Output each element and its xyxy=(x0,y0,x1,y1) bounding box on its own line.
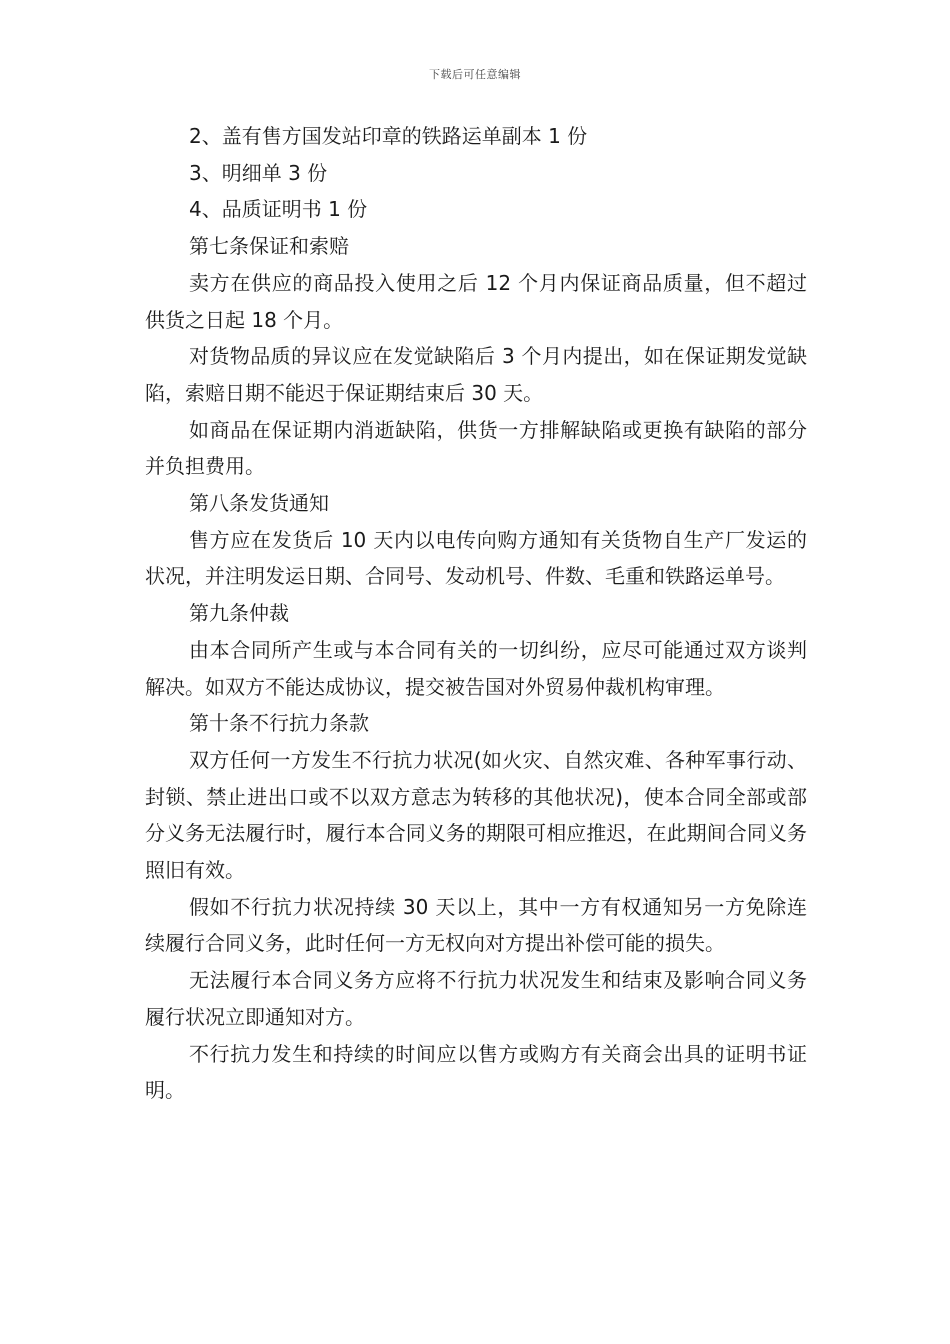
paragraph-defect-remedy: 如商品在保证期内消逝缺陷，供货一方排解缺陷或更换有缺陷的部分并负担费用。 xyxy=(145,417,807,479)
paragraph-warranty-period: 卖方在供应的商品投入使用之后 12 个月内保证商品质量，但不超过供货之日起 18 个月。 xyxy=(145,270,807,332)
document-body xyxy=(145,118,807,1109)
list-item-detail-sheet: 3、明细单 3 份 xyxy=(189,160,328,185)
paragraph-force-majeure-duration: 假如不行抗力状况持续 30 天以上，其中一方有权通知另一方免除连续履行合同义务，此时任何一方无权向对方提出补偿可能的损失。 xyxy=(145,894,807,956)
list-item-quality-certificate: 4、品质证明书 1 份 xyxy=(189,197,368,222)
paragraph-quality-objection: 对货物品质的异议应在发觉缺陷后 3 个月内提出，如在保证期发觉缺陷，索赔日期不能迟于保证期结束后 30 天。 xyxy=(145,344,807,405)
section-heading-article-9: 第九条仲裁 xyxy=(189,601,289,626)
section-heading-article-10: 第十条不行抗力条款 xyxy=(189,711,369,736)
paragraph-force-majeure: 双方任何一方发生不行抗力状况(如火灾、自然灾难、各种军事行动、封锁、禁止进出口或不以双方意志为转移的其他状况)，使本合同全部或部分义务无法履行时，履行本合同义务的期限可相应推迟，在此期间合同义务照旧有效。 xyxy=(145,747,807,883)
paragraph-force-majeure-proof: 不行抗力发生和持续的时间应以售方或购方有关商会出具的证明书证明。 xyxy=(145,1041,807,1103)
section-heading-article-7: 第七条保证和索赔 xyxy=(189,234,349,259)
section-heading-article-8: 第八条发货通知 xyxy=(189,491,329,516)
list-item-waybill-copy: 2、盖有售方国发站印章的铁路运单副本 1 份 xyxy=(189,124,588,148)
paragraph-arbitration: 由本合同所产生或与本合同有关的一切纠纷，应尽可能通过双方谈判解决。如双方不能达成协议，提交被告国对外贸易仲裁机构审理。 xyxy=(145,637,807,699)
page-header-note: 下载后可任意编辑 xyxy=(429,68,521,81)
paragraph-shipment-notice: 售方应在发货后 10 天内以电传向购方通知有关货物自生产厂发运的状况，并注明发运日期、合同号、发动机号、件数、毛重和铁路运单号。 xyxy=(145,527,807,589)
paragraph-force-majeure-notice: 无法履行本合同义务方应将不行抗力状况发生和结束及影响合同义务履行状况立即通知对方。 xyxy=(145,968,807,1029)
